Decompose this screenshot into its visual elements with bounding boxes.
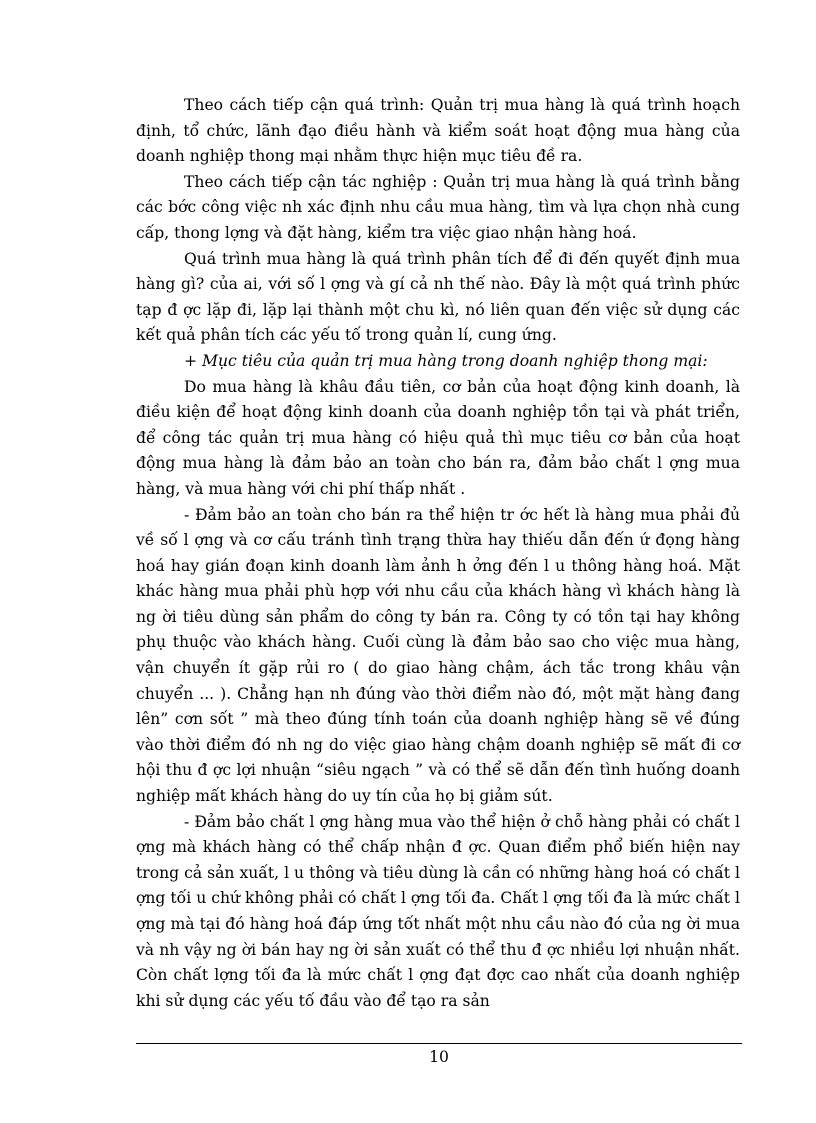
paragraph-purchasing-process: Quá trình mua hàng là quá trình phân tích để đi đến quyết định mua hàng gì? của ai, với số l ợng và gí cả nh thế nào. Đây là một quá trình phức tạp đ ợc lặp đi, lặp lại thành một chu kì, nó liên quan đến việc sử dụng các kết quả phân tích các yếu tố trong quản lí, cung ứng. bbox=[136, 249, 740, 345]
section-heading-objectives: + Mục tiêu của quản trị mua hàng trong doanh nghiệp thong mại: bbox=[184, 351, 708, 370]
paragraph-safety-for-sales: - Đảm bảo an toàn cho bán ra thể hiện tr ớc hết là hàng mua phải đủ về số l ợng và cơ cấu tránh tình trạng thừa hay thiếu dẫn đến ứ đọng hàng hoá hay gián đoạn kinh doanh làm ảnh h ởng đến l u thông hàng hoá. Mặt khác hàng mua phải phù hợp với nhu cầu của khách hàng vì khách hàng là ng ời tiêu dùng sản phẩm do công ty bán ra. Công ty có tồn tại hay không phụ thuộc vào khách hàng. Cuối cùng là đảm bảo sao cho việc mua hàng, vận chuyển ít gặp rủi ro ( do giao hàng chậm, ách tắc trong khâu vận chuyển ... ). Chẳng hạn nh đúng vào thời điểm nào đó, một mặt hàng đang lên” cơn sốt ” mà theo đúng tính toán của doanh nghiệp hàng sẽ về đúng vào thời điểm đó nh ng do việc giao hàng chậm doanh nghiệp sẽ mất đi cơ hội thu đ ợc lợi nhuận “siêu ngạch ” và có thể sẽ dẫn đến tình huống doanh nghiệp mất khách hàng do uy tín của họ bị giảm sút. bbox=[136, 505, 740, 806]
paragraph-objectives-intro: Do mua hàng là khâu đầu tiên, cơ bản của hoạt động kinh doanh, là điều kiện để hoạt động kinh doanh của doanh nghiệp tồn tại và phát triển, để công tác quản trị mua hàng có hiệu quả thì mục tiêu cơ bản của hoạt động mua hàng là đảm bảo an toàn cho bán ra, đảm bảo chất l ợng mua hàng, và mua hàng với chi phí thấp nhất . bbox=[136, 377, 740, 498]
paragraph-process-approach: Theo cách tiếp cận quá trình: Quản trị mua hàng là quá trình hoạch định, tổ chức, lãnh đạo điều hành và kiểm soát hoạt động mua hàng của doanh nghiệp thong mại nhằm thực hiện mục tiêu đề ra. bbox=[136, 96, 740, 166]
body-text bbox=[136, 93, 740, 1014]
page-number: 10 bbox=[429, 1048, 449, 1066]
footer-divider bbox=[136, 1043, 742, 1044]
paragraph-quality-assurance: - Đảm bảo chất l ợng hàng mua vào thể hiện ở chỗ hàng phải có chất l ợng mà khách hàng có thể chấp nhận đ ợc. Quan điểm phổ biến hiện nay trong cả sản xuất, l u thông và tiêu dùng là cần có những hàng hoá có chất l ợng tối u chứ không phải có chất l ợng tối đa. Chất l ợng tối đa là mức chất l ợng mà tại đó hàng hoá đáp ứng tốt nhất một nhu cầu nào đó của ng ời mua và nh vậy ng ời bán hay ng ời sản xuất có thể thu đ ợc nhiều lợi nhuận nhất. Còn chất lợng tối đa là mức chất l ợng đạt đợc cao nhất của doanh nghiệp khi sử dụng các yếu tố đầu vào để tạo ra sản bbox=[136, 812, 740, 1010]
paragraph-operational-approach: Theo cách tiếp cận tác nghiệp : Quản trị mua hàng là quá trình bằng các bớc công việc nh xác định nhu cầu mua hàng, tìm và lựa chọn nhà cung cấp, thong lợng và đặt hàng, kiểm tra việc giao nhận hàng hoá. bbox=[136, 172, 740, 242]
